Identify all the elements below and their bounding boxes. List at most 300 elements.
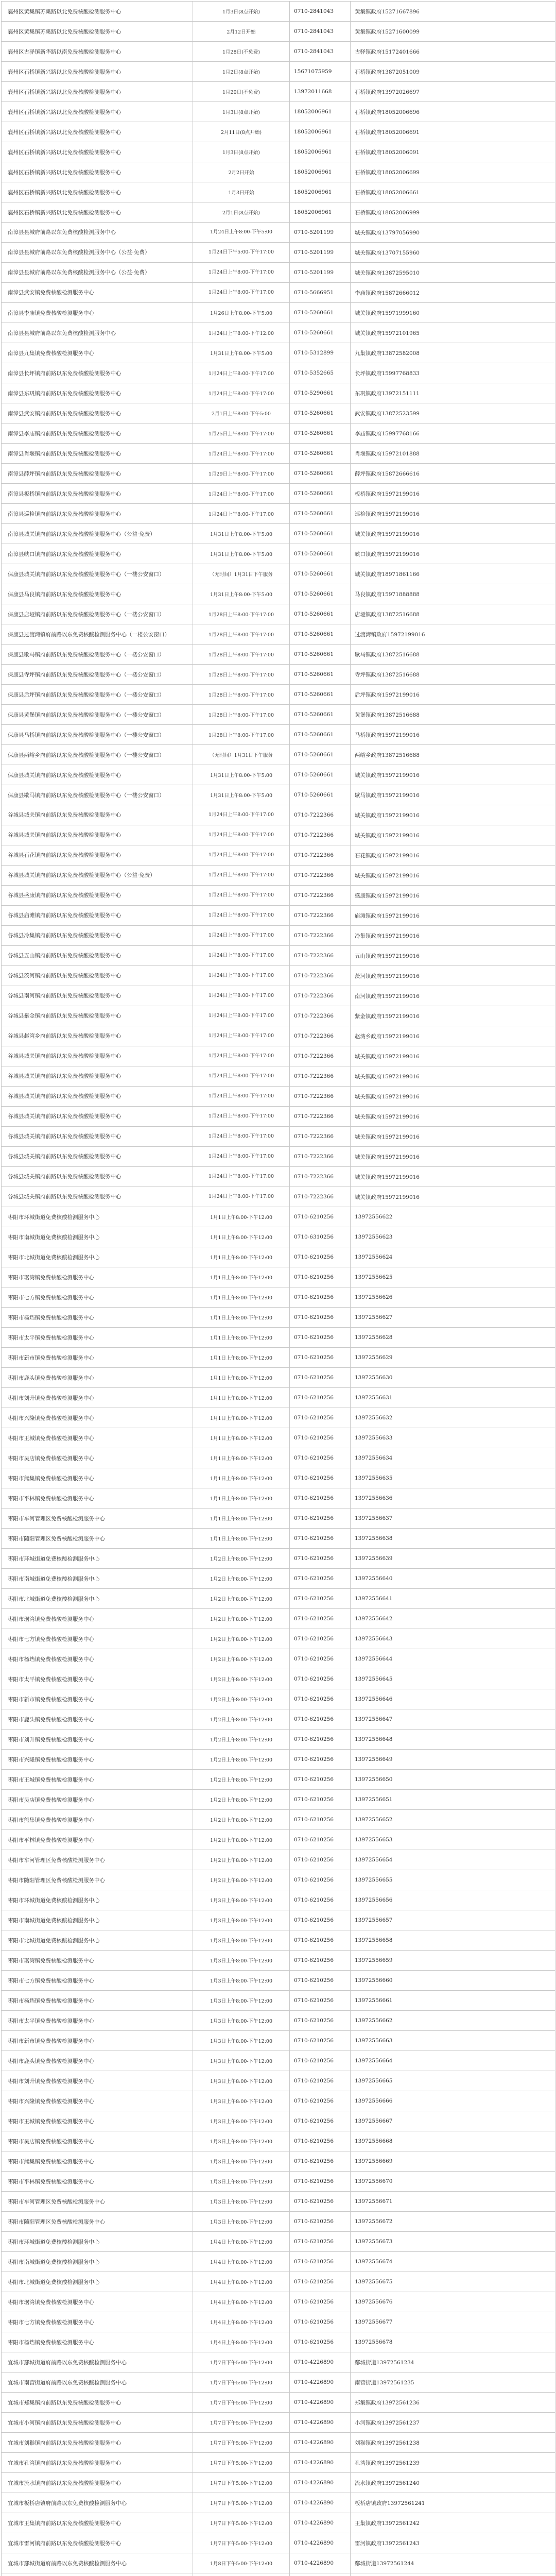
service-time-cell: 1月28日上午8:00-下午17:00 — [193, 624, 290, 645]
contact-cell: 城关镇政府15972199016 — [351, 524, 555, 544]
contact-cell: 城关镇政府15972199016 — [351, 866, 555, 886]
phone-cell: 0710-6210256 — [290, 1529, 351, 1549]
contact-cell: 13972556623 — [351, 1227, 555, 1247]
contact-cell: 板桥镇政府15972199016 — [351, 484, 555, 504]
service-time-cell: 1月28日上午8:00-下午17:00 — [193, 685, 290, 705]
table-row — [2, 986, 555, 1006]
table-row — [2, 2533, 555, 2553]
phone-cell: 0710-6210256 — [290, 1589, 351, 1609]
site-name-cell: 宜城市孔湾镇府前路以东免费核酸检测服务中心 — [2, 2453, 193, 2473]
phone-cell: 18052006961 — [290, 122, 351, 142]
table-row — [2, 1850, 555, 1870]
table-row — [2, 62, 555, 82]
site-name-cell: 宜城市小河镇府前路以东免费核酸检测服务中心 — [2, 2413, 193, 2433]
service-time-cell: 1月2日上午8:00-下午12:00 — [193, 1790, 290, 1810]
phone-cell: 0710-6210256 — [290, 2131, 351, 2151]
phone-cell: 0710-6210256 — [290, 1488, 351, 1509]
service-time-cell: 1月24日上午8:00-下午17:00 — [193, 484, 290, 504]
table-row — [2, 1790, 555, 1810]
contact-cell: 13972556677 — [351, 2312, 555, 2332]
phone-cell: 0710-6210256 — [290, 1207, 351, 1227]
phone-cell: 0710-6210256 — [290, 2292, 351, 2312]
contact-cell: 小河镇政府13972561237 — [351, 2413, 555, 2433]
site-name-cell: 保康县后坪镇府前路以东免费核酸检测服务中心（一楼公安窗口） — [2, 685, 193, 705]
site-name-cell: 保康县黄堡镇府前路以东免费核酸检测服务中心（一楼公安窗口） — [2, 705, 193, 725]
service-time-cell: 1月7日下午5:00-下午12:00 — [193, 2493, 290, 2513]
phone-cell: 0710-6210256 — [290, 1951, 351, 1971]
site-name-cell: 襄州区黄集镇苏集路以北免费核酸检测服务中心 — [2, 2, 193, 22]
contact-cell: 石桥镇政府18052006691 — [351, 122, 555, 142]
site-name-cell: 襄州区石桥镇新兴路以北免费核酸检测服务中心 — [2, 122, 193, 142]
phone-cell: 0710-7222366 — [290, 926, 351, 946]
site-name-cell: 枣阳市南城街道免费核酸检测服务中心 — [2, 1569, 193, 1589]
contact-cell: 13972556643 — [351, 1629, 555, 1649]
table-row — [2, 1066, 555, 1087]
contact-cell: 石桥镇政府18052006699 — [351, 162, 555, 182]
site-name-cell: 保康县城关镇府前路以东免费核酸检测服务中心（一楼公安窗口） — [2, 564, 193, 584]
phone-cell: 0710-5260661 — [290, 685, 351, 705]
contact-cell: 郑集镇政府13972561236 — [351, 2393, 555, 2413]
phone-cell: 0710-6210256 — [290, 2252, 351, 2272]
table-row — [2, 745, 555, 765]
table-row — [2, 926, 555, 946]
service-time-cell: 1月29日上午8:00-下午17:00 — [193, 464, 290, 484]
table-row — [2, 2192, 555, 2212]
table-row — [2, 765, 555, 785]
service-time-cell: 1月24日上午8:00-下午17:00 — [193, 1127, 290, 1147]
site-name-cell: 枣阳市北城街道免费核酸检测服务中心 — [2, 2272, 193, 2292]
service-time-cell: 1月24日上午8:00-下午17:00 — [193, 504, 290, 524]
site-name-cell: 保康县歇马镇府前路以东免费核酸检测服务中心（一楼公安窗口） — [2, 785, 193, 805]
site-name-cell: 枣阳市吴店镇免费核酸检测服务中心 — [2, 2131, 193, 2151]
site-name-cell: 枣阳市琚湾镇免费核酸检测服务中心 — [2, 1951, 193, 1971]
phone-cell: 0710-6210256 — [290, 1509, 351, 1529]
service-time-cell: 1月28日上午8:00-下午17:00 — [193, 645, 290, 665]
service-time-cell: 1月24日上午8:00-下午17:00 — [193, 986, 290, 1006]
phone-cell: 0710-6210256 — [290, 2051, 351, 2071]
phone-cell: 18052006961 — [290, 102, 351, 122]
site-name-cell: 枣阳市南城街道免费核酸检测服务中心 — [2, 1910, 193, 1930]
contact-cell: 城关镇政府15972199016 — [351, 765, 555, 785]
service-time-cell: 2月12日开始 — [193, 22, 290, 42]
service-time-cell: 1月3日上午8:00-下午12:00 — [193, 2011, 290, 2031]
site-name-cell: 枣阳市熊集镇免费核酸检测服务中心 — [2, 1810, 193, 1830]
contact-cell: 石桥镇政府13972026697 — [351, 82, 555, 102]
phone-cell: 0710-6210256 — [290, 1709, 351, 1730]
table-row — [2, 906, 555, 926]
site-name-cell: 南漳县东巩镇府前路以东免费核酸检测服务中心 — [2, 383, 193, 403]
contact-cell: 南河镇政府15972199016 — [351, 986, 555, 1006]
contact-cell: 石桥镇政府18052006999 — [351, 202, 555, 223]
service-time-cell: 1月2日上午8:00-下午12:00 — [193, 1609, 290, 1629]
site-name-cell: 枣阳市鹿头镇免费核酸检测服务中心 — [2, 2051, 193, 2071]
contact-cell: 13972556659 — [351, 1951, 555, 1971]
service-time-cell: 1月4日上午8:00-下午12:00 — [193, 2272, 290, 2292]
site-name-cell: 谷城县城关镇府前路以东免费核酸检测服务中心 — [2, 805, 193, 825]
phone-cell: 0710-6210256 — [290, 1850, 351, 1870]
contact-cell: 13972556657 — [351, 1910, 555, 1930]
site-name-cell: 襄州区石桥镇新兴路以北免费核酸检测服务中心 — [2, 142, 193, 162]
table-row — [2, 2031, 555, 2051]
phone-cell: 0710-7222366 — [290, 986, 351, 1006]
phone-cell: 0710-6210256 — [290, 2312, 351, 2332]
phone-cell: 0710-5260661 — [290, 604, 351, 624]
phone-cell: 18052006961 — [290, 182, 351, 202]
contact-cell: 13972556653 — [351, 1830, 555, 1850]
table-row — [2, 1549, 555, 1569]
site-name-cell: 宜城市流水镇府前路以东免费核酸检测服务中心 — [2, 2473, 193, 2493]
contact-cell: 肖堰镇政府15972101888 — [351, 444, 555, 464]
service-time-cell: 1月28日上午8:00-下午17:00 — [193, 705, 290, 725]
phone-cell: 0710-6210256 — [290, 1308, 351, 1328]
service-time-cell: 1月3日上午8:00-下午12:00 — [193, 1971, 290, 1991]
phone-cell: 0710-5260661 — [290, 624, 351, 645]
site-name-cell: 保康县歇马镇府前路以东免费核酸检测服务中心（一楼公安窗口） — [2, 645, 193, 665]
service-time-cell: 1月1日上午8:00-下午12:00 — [193, 1368, 290, 1388]
contact-cell: 两峪乡政府13872516688 — [351, 745, 555, 765]
site-name-cell: 南漳县武安镇府前路以东免费核酸检测服务中心 — [2, 403, 193, 423]
site-name-cell: 南漳县县城府前路以东免费核酸检测服务中心 — [2, 323, 193, 343]
phone-cell: 0710-7222366 — [290, 966, 351, 986]
table-row — [2, 162, 555, 182]
site-name-cell: 枣阳市七方镇免费核酸检测服务中心 — [2, 2312, 193, 2332]
phone-cell: 0710-6210256 — [290, 1790, 351, 1810]
contact-cell: 峡口镇政府15972199016 — [351, 544, 555, 564]
service-time-cell: 1月1日上午8:00-下午12:00 — [193, 1468, 290, 1488]
phone-cell: 0710-7222366 — [290, 1066, 351, 1087]
site-name-cell: 枣阳市新市镇免费核酸检测服务中心 — [2, 1348, 193, 1368]
phone-cell: 0710-5352665 — [290, 363, 351, 383]
table-row — [2, 2292, 555, 2312]
table-row — [2, 303, 555, 323]
phone-cell: 0710-6210256 — [290, 2332, 351, 2352]
table-row — [2, 102, 555, 122]
service-time-cell: 1月28日上午8:00-下午17:00 — [193, 725, 290, 745]
service-time-cell: 1月2日上午8:00-下午12:00 — [193, 1870, 290, 1890]
phone-cell: 0710-4226890 — [290, 2513, 351, 2533]
service-time-cell: 1月1日上午8:00-下午12:00 — [193, 1227, 290, 1247]
site-name-cell: 宜城市鄢城街道府前路以东免费核酸检测服务中心 — [2, 2553, 193, 2573]
table-row — [2, 1388, 555, 1408]
contact-cell: 石桥镇政府18052006661 — [351, 182, 555, 202]
site-name-cell: 枣阳市刘升镇免费核酸检测服务中心 — [2, 1730, 193, 1750]
contact-cell: 13972556638 — [351, 1529, 555, 1549]
table-row — [2, 1408, 555, 1428]
service-time-cell: 1月3日上午8:00-下午12:00 — [193, 1890, 290, 1910]
service-time-cell: 1月1日上午8:00-下午12:00 — [193, 1348, 290, 1368]
service-time-cell: 1月1日上午8:00-下午12:00 — [193, 1428, 290, 1448]
site-name-cell: 谷城县石花镇府前路以东免费核酸检测服务中心 — [2, 845, 193, 866]
table-row — [2, 2151, 555, 2172]
contact-cell — [351, 2573, 555, 2576]
service-time-cell: 1月1日上午8:00-下午12:00 — [193, 1488, 290, 1509]
phone-cell: 0710-5260661 — [290, 665, 351, 685]
site-name-cell: 谷城县五山镇府前路以东免费核酸检测服务中心 — [2, 946, 193, 966]
site-name-cell: 南漳县长坪镇府前路以东免费核酸检测服务中心 — [2, 363, 193, 383]
service-time-cell: 1月24日上午8:00-下午17:00 — [193, 1006, 290, 1026]
phone-cell: 0710-6210256 — [290, 1991, 351, 2011]
table-row — [2, 1709, 555, 1730]
contact-cell: 13972556640 — [351, 1569, 555, 1589]
table-row — [2, 805, 555, 825]
site-name-cell: 谷城县城关镇府前路以东免费核酸检测服务中心 — [2, 1127, 193, 1147]
table-row — [2, 785, 555, 805]
site-name-cell: 谷城县茨河镇府前路以东免费核酸检测服务中心 — [2, 966, 193, 986]
service-time-cell: 1月7日下午5:00-下午12:00 — [193, 2393, 290, 2413]
service-time-cell: 1月3日上午8:00-下午12:00 — [193, 2091, 290, 2111]
contact-cell: 城关镇政府15972199016 — [351, 1167, 555, 1187]
contact-cell: 13972556652 — [351, 1810, 555, 1830]
phone-cell: 0710-5260661 — [290, 725, 351, 745]
site-name-cell: 枣阳市环城街道免费核酸检测服务中心 — [2, 2232, 193, 2252]
service-time-cell: 1月24日上午8:00-下午17:00 — [193, 363, 290, 383]
phone-cell: 0710-6210256 — [290, 2071, 351, 2091]
site-name-cell: 保康县店垭镇府前路以东免费核酸检测服务中心（一楼公安窗口） — [2, 604, 193, 624]
site-name-cell: 枣阳市环城街道免费核酸检测服务中心 — [2, 1207, 193, 1227]
service-time-cell: 1月31日上午8:00-下午5:00 — [193, 544, 290, 564]
site-name-cell: 保康县过渡湾镇府前路以东免费核酸检测服务中心（一楼公安窗口） — [2, 624, 193, 645]
site-name-cell: 枣阳市平林镇免费核酸检测服务中心 — [2, 1830, 193, 1850]
phone-cell: 0710-5260661 — [290, 444, 351, 464]
site-name-cell: 南漳县巡检镇府前路以东免费核酸检测服务中心 — [2, 504, 193, 524]
service-time-cell: 1月3日上午8:00-下午12:00 — [193, 2131, 290, 2151]
contact-cell: 13972556649 — [351, 1750, 555, 1770]
phone-cell: 0710-5201199 — [290, 243, 351, 263]
table-row — [2, 2011, 555, 2031]
contact-cell: 13972556625 — [351, 1267, 555, 1287]
site-name-cell: 襄州区古驿镇新华路以南免费核酸检测服务中心 — [2, 42, 193, 62]
table-row — [2, 2232, 555, 2252]
site-name-cell: 南漳县城关镇府前路以东免费核酸检测服务中心（公益·免费） — [2, 524, 193, 544]
contact-cell: 黄堡镇政府13872516688 — [351, 705, 555, 725]
site-name-cell: 枣阳市新市镇免费核酸检测服务中心 — [2, 2031, 193, 2051]
contact-cell: 城关镇政府15972199016 — [351, 1127, 555, 1147]
site-name-cell: 枣阳市七方镇免费核酸检测服务中心 — [2, 1287, 193, 1308]
service-time-cell: 1月31日上午8:00-下午5:00 — [193, 765, 290, 785]
contact-cell: 城关镇政府15972199016 — [351, 1107, 555, 1127]
phone-cell: 0710-4226890 — [290, 2413, 351, 2433]
phone-cell: 0710-6210256 — [290, 1830, 351, 1850]
phone-cell: 0710-5290661 — [290, 383, 351, 403]
table-row — [2, 2051, 555, 2071]
table-row — [2, 2131, 555, 2151]
phone-cell: 0710-5260661 — [290, 584, 351, 604]
site-name-cell: 南漳县九集镇免费核酸检测服务中心 — [2, 343, 193, 363]
contact-cell: 13972556636 — [351, 1488, 555, 1509]
site-name-cell: 谷城县城关镇府前路以东免费核酸检测服务中心 — [2, 1087, 193, 1107]
contact-cell: 13972556656 — [351, 1890, 555, 1910]
site-name-cell: 枣阳市兴隆镇免费核酸检测服务中心 — [2, 1750, 193, 1770]
site-name-cell: 南漳县县城府前路以东免费核酸检测服务中心（公益·免费） — [2, 243, 193, 263]
table-row — [2, 2453, 555, 2473]
table-row — [2, 1227, 555, 1247]
service-time-cell: 1月2日上午8:00-下午12:00 — [193, 1669, 290, 1689]
contact-cell: 13972556632 — [351, 1408, 555, 1428]
site-name-cell: 枣阳市琚湾镇免费核酸检测服务中心 — [2, 1267, 193, 1287]
phone-cell: 0710-5260661 — [290, 504, 351, 524]
service-time-cell: （无时间）1月31日下午服务 — [193, 564, 290, 584]
service-time-cell: 1月2日上午8:00-下午12:00 — [193, 1850, 290, 1870]
table-row — [2, 363, 555, 383]
contact-cell: 13972556673 — [351, 2232, 555, 2252]
contact-cell: 13972556675 — [351, 2272, 555, 2292]
service-time-cell: 1月3日上午8:00-下午12:00 — [193, 2031, 290, 2051]
site-name-cell: 枣阳市南城街道免费核酸检测服务中心 — [2, 2252, 193, 2272]
service-time-cell: 1月2日上午8:00-下午12:00 — [193, 1750, 290, 1770]
table-row — [2, 22, 555, 42]
service-time-cell: 1月24日上午8:00-下午17:00 — [193, 1147, 290, 1167]
site-name-cell: 谷城县南河镇府前路以东免费核酸检测服务中心 — [2, 986, 193, 1006]
table-row — [2, 1529, 555, 1549]
table-row — [2, 2493, 555, 2513]
service-time-cell: 1月24日上午8:00-下午17:00 — [193, 1167, 290, 1187]
contact-cell: 盛康镇政府15972199016 — [351, 886, 555, 906]
contact-cell: 13972556647 — [351, 1709, 555, 1730]
table-row — [2, 1629, 555, 1649]
table-row — [2, 2091, 555, 2111]
table-row — [2, 2372, 555, 2393]
phone-cell: 0710-6210256 — [290, 1649, 351, 1669]
phone-cell: 0710-6210256 — [290, 1368, 351, 1388]
service-time-cell: 1月2日上午8:00-下午12:00 — [193, 1709, 290, 1730]
phone-cell: 0710-6210256 — [290, 1770, 351, 1790]
table-row — [2, 2513, 555, 2533]
table-row — [2, 1247, 555, 1267]
table-row — [2, 1589, 555, 1609]
table-row — [2, 845, 555, 866]
site-name-cell: 襄州区石桥镇新兴路以北免费核酸检测服务中心 — [2, 162, 193, 182]
contact-cell: 13972556622 — [351, 1207, 555, 1227]
table-row — [2, 383, 555, 403]
service-time-cell: 1月3日上午8:00-下午12:00 — [193, 2071, 290, 2091]
table-row — [2, 1127, 555, 1147]
table-row — [2, 323, 555, 343]
contact-cell: 歇马镇政府13872516688 — [351, 645, 555, 665]
table-row — [2, 2473, 555, 2493]
service-time-cell: 1月2日上午8:00-下午12:00 — [193, 1629, 290, 1649]
phone-cell: 0710-2841043 — [290, 2, 351, 22]
site-name-cell: 枣阳市刘升镇免费核酸检测服务中心 — [2, 1388, 193, 1408]
contact-cell: 冷集镇政府15972199016 — [351, 926, 555, 946]
service-time-cell: 1月3日上午8:00-下午12:00 — [193, 2111, 290, 2131]
contact-cell: 薛坪镇政府15872666616 — [351, 464, 555, 484]
service-time-cell: 1月2日上午8:00-下午12:00 — [193, 1770, 290, 1790]
phone-cell: 0710-6210256 — [290, 1890, 351, 1910]
table-row — [2, 1026, 555, 1046]
site-name-cell: 枣阳市琚湾镇免费核酸检测服务中心 — [2, 1609, 193, 1629]
contact-cell: 城关镇政府15971999160 — [351, 303, 555, 323]
site-name-cell: 枣阳市太平镇免费核酸检测服务中心 — [2, 1669, 193, 1689]
site-name-cell: 南漳县武安镇免费核酸检测服务中心 — [2, 283, 193, 303]
table-row — [2, 705, 555, 725]
contact-cell: 城关镇政府15972199016 — [351, 1147, 555, 1167]
phone-cell: 0710-6210256 — [290, 1428, 351, 1448]
phone-cell: 0710-7222366 — [290, 866, 351, 886]
table-row — [2, 645, 555, 665]
contact-cell: 板桥店镇政府13972561241 — [351, 2493, 555, 2513]
site-name-cell: 南漳县县城府前路以东免费核酸检测服务中心（公益·免费） — [2, 263, 193, 283]
table-row — [2, 665, 555, 685]
service-time-cell: 1月24日上午8:00-下午17:00 — [193, 1107, 290, 1127]
table-row — [2, 685, 555, 705]
contact-cell: 13972556661 — [351, 1991, 555, 2011]
phone-cell: 0710-5260661 — [290, 323, 351, 343]
service-time-cell: 2月1日(8点开始) — [193, 202, 290, 223]
table-row — [2, 1167, 555, 1187]
contact-cell: 13972556674 — [351, 2252, 555, 2272]
contact-cell: 马桥镇政府15972199016 — [351, 725, 555, 745]
contact-cell: 13972556644 — [351, 1649, 555, 1669]
contact-cell: 城关镇政府18971861166 — [351, 564, 555, 584]
phone-cell: 0710-6210256 — [290, 1388, 351, 1408]
phone-cell: 0710-7222366 — [290, 1167, 351, 1187]
table-row — [2, 1488, 555, 1509]
phone-cell: 0710-4226890 — [290, 2533, 351, 2553]
contact-cell: 过渡湾镇政府15972199016 — [351, 624, 555, 645]
phone-cell: 0710-6210256 — [290, 1609, 351, 1629]
site-name-cell: 枣阳市车河管理区免费核酸检测服务中心 — [2, 1509, 193, 1529]
phone-cell: 0710-7222366 — [290, 1147, 351, 1167]
phone-cell: 0710-6210256 — [290, 2031, 351, 2051]
table-row — [2, 1770, 555, 1790]
phone-cell: 18052006961 — [290, 202, 351, 223]
phone-cell: 0710-4226890 — [290, 2473, 351, 2493]
service-time-cell: 1月3日上午8:00-下午12:00 — [193, 2192, 290, 2212]
site-name-cell: 襄州区石桥镇新兴路以北免费核酸检测服务中心 — [2, 102, 193, 122]
table-row — [2, 866, 555, 886]
site-name-cell: 枣阳市北城街道免费核酸检测服务中心 — [2, 1589, 193, 1609]
phone-cell: 0710-6210256 — [290, 1287, 351, 1308]
table-row — [2, 2332, 555, 2352]
phone-cell: 0710-5260661 — [290, 303, 351, 323]
phone-cell: 0710-5260661 — [290, 484, 351, 504]
contact-cell: 茨河镇政府15972199016 — [351, 966, 555, 986]
table-row — [2, 1348, 555, 1368]
table-row — [2, 464, 555, 484]
table-row — [2, 1368, 555, 1388]
service-time-cell: 1月3日开始 — [193, 182, 290, 202]
phone-cell: 0710-7222366 — [290, 886, 351, 906]
contact-cell: 古驿镇政府15172401666 — [351, 42, 555, 62]
site-name-cell: 枣阳市吴店镇免费核酸检测服务中心 — [2, 1448, 193, 1468]
contact-cell: 雷河镇政府13972561243 — [351, 2533, 555, 2553]
site-name-cell: 谷城县紫金镇府前路以东免费核酸检测服务中心 — [2, 1006, 193, 1026]
site-name-cell: 南漳县县城府前路以东免费核酸检测服务中心 — [2, 223, 193, 243]
phone-cell: 0710-6210256 — [290, 1750, 351, 1770]
site-name-cell: 谷城县城关镇府前路以东免费核酸检测服务中心 — [2, 1147, 193, 1167]
service-time-cell: 1月1日上午8:00-下午12:00 — [193, 1448, 290, 1468]
service-time-cell: 1月26日上午8:00-下午5:00 — [193, 303, 290, 323]
contact-cell: 13972556655 — [351, 1870, 555, 1890]
phone-cell: 0710-5260661 — [290, 645, 351, 665]
service-time-cell: 1月7日下午5:00-下午12:00 — [193, 2453, 290, 2473]
site-name-cell: 谷城县城关镇府前路以东免费核酸检测服务中心 — [2, 1107, 193, 1127]
site-name-cell: 枣阳市刘升镇免费核酸检测服务中心 — [2, 2071, 193, 2091]
site-name-cell: 宜城市郑集镇府前路以东免费核酸检测服务中心 — [2, 2393, 193, 2413]
service-time-cell: 1月1日上午8:00-下午12:00 — [193, 1388, 290, 1408]
site-name-cell: 枣阳市琚湾镇免费核酸检测服务中心 — [2, 2292, 193, 2312]
phone-cell: 0710-4226890 — [290, 2553, 351, 2573]
site-name-cell: 保康县马桥镇府前路以东免费核酸检测服务中心（一楼公安窗口） — [2, 725, 193, 745]
service-time-cell: 1月1日上午8:00-下午12:00 — [193, 1408, 290, 1428]
contact-cell: 紫金镇政府15972199016 — [351, 1006, 555, 1026]
contact-cell: 13972556634 — [351, 1448, 555, 1468]
service-time-cell: 1月31日上午8:00-下午5:00 — [193, 785, 290, 805]
contact-cell: 13972556624 — [351, 1247, 555, 1267]
contact-cell: 九集镇政府13872582008 — [351, 343, 555, 363]
table-row — [2, 1609, 555, 1629]
service-time-cell: 1月24日上午8:00-下午17:00 — [193, 926, 290, 946]
